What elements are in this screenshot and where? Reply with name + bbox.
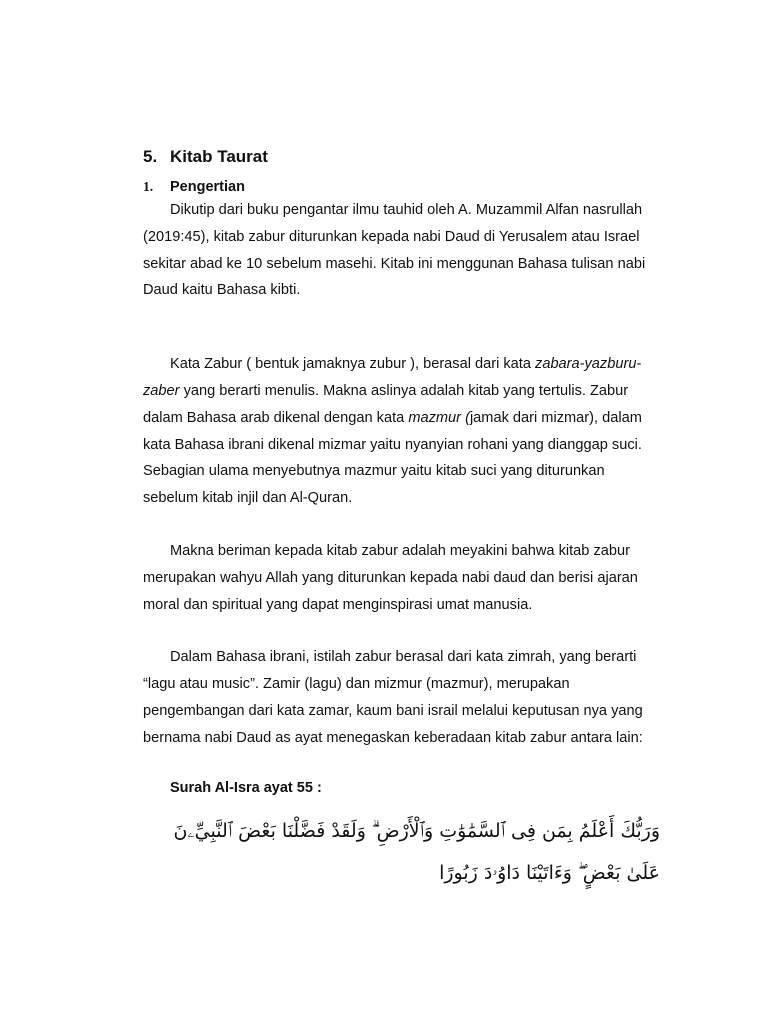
paragraph-2-italic-term-2: mazmur ( — [408, 409, 470, 426]
surah-title: Surah Al-Isra ayat 55 : — [170, 779, 322, 796]
section-title: Kitab Taurat — [170, 147, 268, 166]
subsection-heading — [143, 177, 660, 197]
paragraph-2-text-c: jamak dari mizmar), dalam kata Bahasa ibrani dikenal mizmar yaitu nyanyian rohani yang dianggap suci. Sebagian ulama menyebutnya mazmur yaitu kitab suci yang diturunkan sebelum kitab injil dan Al-Quran. — [143, 409, 642, 507]
paragraph-2-italic-term-1: zabara-yazburu-zaber — [143, 356, 642, 399]
paragraph-2-text-b: yang berarti menulis. Makna aslinya adalah kitab yang tertulis. Zabur dalam Bahasa arab dikenal dengan kata — [143, 382, 629, 426]
document-page — [143, 145, 660, 894]
spacer — [143, 618, 660, 644]
paragraph-2-text-a: Kata Zabur ( bentuk jamaknya zubur ), berasal dari kata — [170, 356, 536, 373]
paragraph-3: Makna beriman kepada kitab zabur adalah meyakini bahwa kitab zabur merupakan wahyu Allah yang diturunkan kepada nabi daud dan berisi ajaran moral dan spiritual yang dapat menginspirasi umat manusia. — [143, 542, 638, 613]
spacer — [143, 304, 660, 351]
section-heading — [143, 145, 660, 169]
spacer — [143, 512, 660, 538]
arabic-verse: وَرَبُّكَ أَعْلَمُ بِمَن فِى ٱلسَّمَٰوَٰتِ وَٱلْأَرْضِ ۗ وَلَقَدْ فَضَّلْنَا بَعْضَ ٱلنَّبِيِّۦنَ عَلَىٰ بَعْضٍ ۖ وَءَاتَيْنَا دَاوُۥدَ زَبُورًا — [173, 819, 660, 884]
paragraph-2 — [143, 351, 660, 512]
section-number: 5. — [143, 147, 158, 166]
paragraph-1: Dikutip dari buku pengantar ilmu tauhid oleh A. Muzammil Alfan nasrullah (2019:45), kitab zabur diturunkan kepada nabi Daud di Yerusalem atau Israel sekitar abad ke 10 sebelum masehi. Kitab ini menggunan Bahasa tulisan nabi Daud kaitu Bahasa kibti. — [143, 202, 646, 299]
subsection-number: 1. — [143, 179, 154, 194]
subsection-title: Pengertian — [170, 179, 245, 195]
paragraph-4: Dalam Bahasa ibrani, istilah zabur berasal dari kata zimrah, yang berarti “lagu atau music”. Zamir (lagu) dan mizmur (mazmur), merupakan pengembangan dari kata zamar, kaum bani israil melalui keputusan nya yang bernama nabi Daud as ayat menegaskan keberadaan kitab zabur antara lain: — [143, 649, 643, 746]
